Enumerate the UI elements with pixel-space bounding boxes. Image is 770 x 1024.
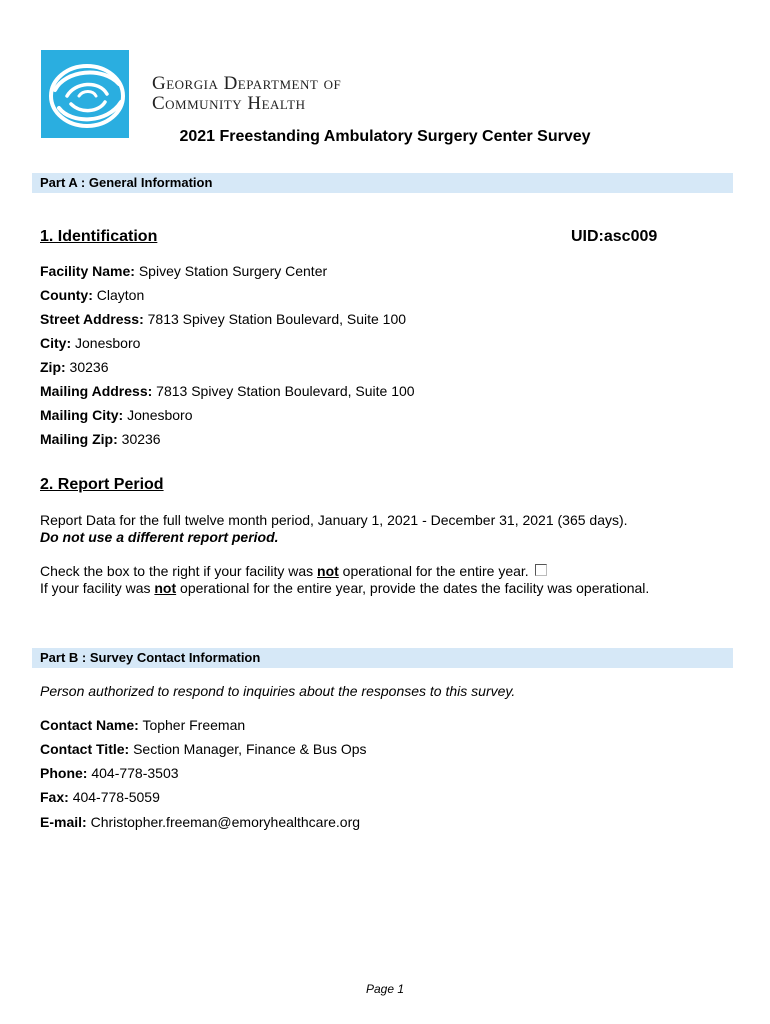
check-text-pre: Check the box to the right if your facility was (40, 563, 318, 579)
city-field (40, 335, 140, 351)
field-label: Mailing City: (40, 407, 124, 423)
contact-name-field (40, 717, 245, 733)
field-value: 404-778-3503 (91, 765, 179, 781)
check-text-emphasis: not (317, 563, 339, 579)
not-operational-check-line (40, 563, 547, 579)
part-a-header: Part A : General Information (32, 173, 733, 193)
org-name-line-2: Community Health (152, 93, 306, 114)
not-operational-checkbox[interactable] (535, 564, 547, 576)
organization-name (152, 74, 341, 114)
field-label: County: (40, 287, 93, 303)
page-number: Page 1 (365, 982, 405, 996)
document-title: 2021 Freestanding Ambulatory Surgery Center Survey (179, 128, 591, 145)
contact-title-field (40, 741, 367, 757)
report-period-heading: 2. Report Period (40, 476, 164, 493)
report-period-text: Report Data for the full twelve month period, January 1, 2021 - December 31, 2021 (365 days). (40, 512, 628, 528)
field-label: Mailing Address: (40, 383, 153, 399)
field-label: Contact Name: (40, 717, 139, 733)
field-value: Jonesboro (127, 407, 193, 423)
org-name-line-1: Georgia Department of (152, 73, 342, 94)
email-field (40, 814, 360, 830)
street-address-field (40, 311, 406, 327)
field-value: Section Manager, Finance & Bus Ops (133, 741, 367, 757)
facility-name-field (40, 263, 327, 279)
mailing-city-field (40, 407, 193, 423)
mailing-address-field (40, 383, 415, 399)
report-period-warning: Do not use a different report period. (40, 529, 279, 545)
field-value: Christopher.freeman@emoryhealthcare.org (90, 814, 361, 830)
contact-intro-text: Person authorized to respond to inquiries about the responses to this survey. (40, 683, 516, 699)
field-label: Fax: (40, 789, 69, 805)
dch-logo-icon (41, 50, 129, 138)
part-b-header: Part B : Survey Contact Information (32, 648, 733, 668)
identification-heading: 1. Identification (40, 228, 158, 245)
dates-text-pre: If your facility was (40, 580, 155, 596)
field-label: City: (40, 335, 72, 351)
check-text-post: operational for the entire year. (338, 563, 529, 579)
mailing-zip-field (40, 431, 161, 447)
field-value: Spivey Station Surgery Center (138, 263, 328, 279)
dates-text-post: operational for the entire year, provide the dates the facility was operational. (176, 580, 650, 596)
operational-dates-line (40, 580, 649, 596)
field-value: 30236 (121, 431, 161, 447)
county-field (40, 287, 144, 303)
field-value: 404-778-5059 (72, 789, 160, 805)
dates-text-emphasis: not (154, 580, 177, 596)
field-label: E-mail: (40, 814, 87, 830)
fax-field (40, 789, 160, 805)
field-value: Jonesboro (75, 335, 141, 351)
field-label: Contact Title: (40, 741, 130, 757)
field-value: 30236 (69, 359, 109, 375)
field-label: Zip: (40, 359, 66, 375)
field-value: 7813 Spivey Station Boulevard, Suite 100 (156, 383, 415, 399)
field-label: Phone: (40, 765, 88, 781)
field-label: Facility Name: (40, 263, 135, 279)
field-value: 7813 Spivey Station Boulevard, Suite 100 (147, 311, 407, 327)
uid-label: UID:asc009 (571, 228, 658, 245)
phone-field (40, 765, 179, 781)
field-label: Mailing Zip: (40, 431, 118, 447)
field-value: Topher Freeman (142, 717, 246, 733)
zip-field (40, 359, 108, 375)
field-value: Clayton (96, 287, 145, 303)
field-label: Street Address: (40, 311, 144, 327)
